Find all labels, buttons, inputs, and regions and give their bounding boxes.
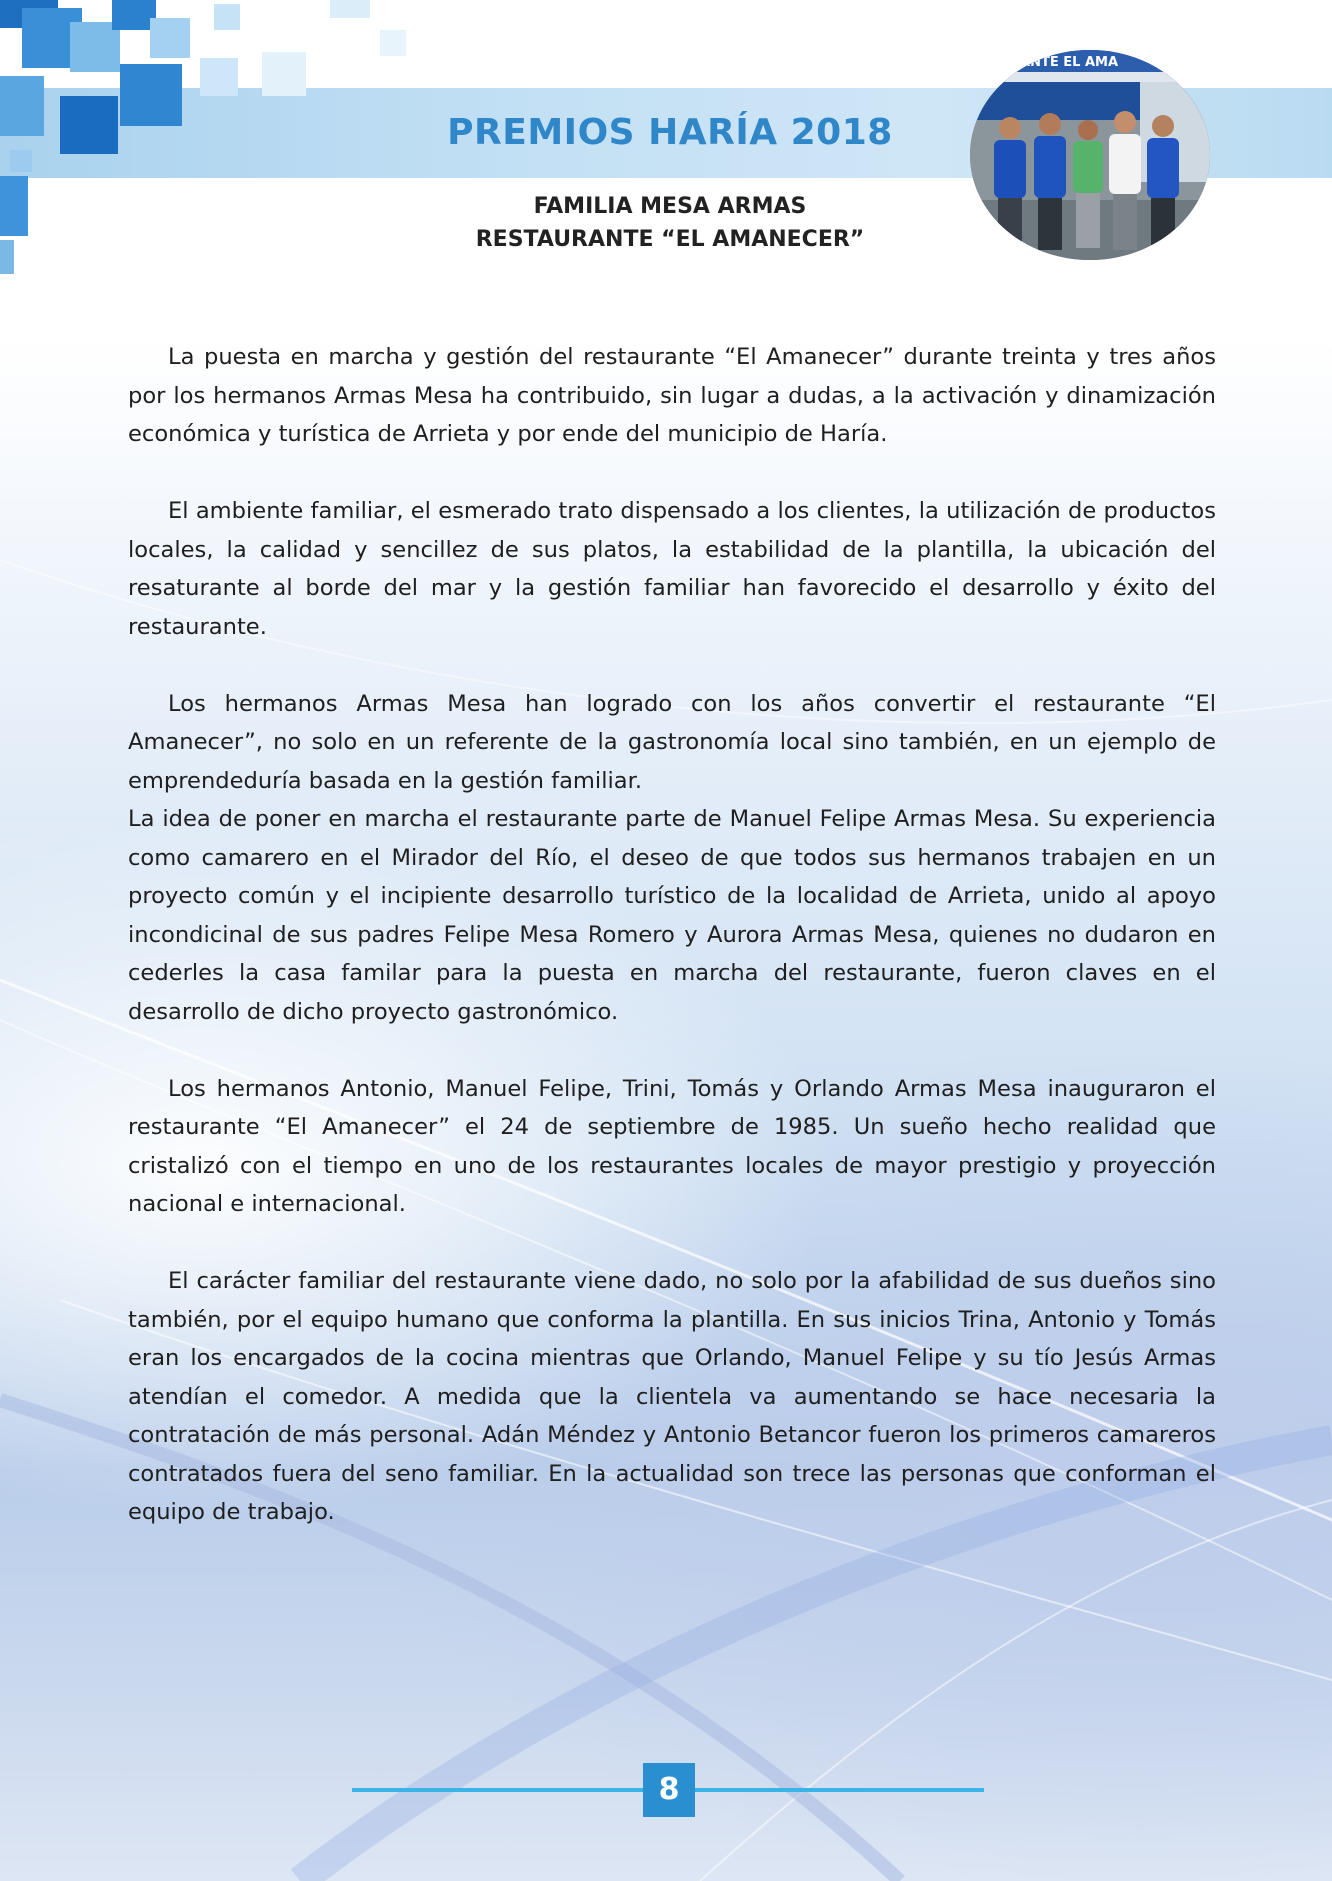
subtitle-family: FAMILIA MESA ARMAS xyxy=(533,194,807,219)
paragraph-2: El ambiente familiar, el esmerado trato dispensado a los clientes, la utilización de productos locales, la calidad y sencillez de sus platos, la estabilidad de la plantilla, la ubicación del resaturante al borde del mar y la gestión familiar han favorecido el desarrollo y éxito del restaurante. xyxy=(128,498,1216,640)
subtitle-restaurant: RESTAURANTE “EL AMANECER” xyxy=(475,227,865,252)
photo-sign-text: TAURANTE EL AMA xyxy=(982,55,1119,70)
page-title: PREMIOS HARÍA 2018 xyxy=(447,112,893,153)
family-photo xyxy=(970,50,1210,260)
paragraph-5: Los hermanos Antonio, Manuel Felipe, Trini, Tomás y Orlando Armas Mesa inauguraron el restaurante “El Amanecer” el 24 de septiembre de 1985. Un sueño hecho realidad que cristalizó con el tiempo en uno de los restaurantes locales de mayor prestigio y proyección nacional e internacional. xyxy=(128,1075,1216,1217)
subtitle xyxy=(400,190,940,256)
article-body xyxy=(128,338,1216,1532)
paragraph-1: La puesta en marcha y gestión del restaurante “El Amanecer” durante treinta y tres años por los hermanos Armas Mesa ha contribuido, sin lugar a dudas, a la activación y dinamización económica y turística de Arrieta y por ende del municipio de Haría. xyxy=(128,344,1216,447)
paragraph-4: La idea de poner en marcha el restaurante parte de Manuel Felipe Armas Mesa. Su experiencia como camarero en el Mirador del Río, el deseo de que todos sus hermanos trabajen en un proyecto común y el incipiente desarrollo turístico de la localidad de Arrieta, unido al apoyo incondicinal de sus padres Felipe Mesa Romero y Aurora Armas Mesa, quienes no dudaron en cederles la casa familar para la puesta en marcha del restaurante, fueron claves en el desarrollo de dicho proyecto gastronómico. xyxy=(128,806,1216,1025)
page-number: 8 xyxy=(643,1763,695,1817)
paragraph-3: Los hermanos Armas Mesa han logrado con los años convertir el restaurante “El Amanecer”, no solo en un referente de la gastronomía local sino también, en un ejemplo de emprendeduría basada en la gestión familiar. xyxy=(128,690,1216,794)
paragraph-6: El carácter familiar del restaurante viene dado, no solo por la afabilidad de sus dueños sino también, por el equipo humano que conforma la plantilla. En sus inicios Trina, Antonio y Tomás eran los encargados de la cocina mientras que Orlando, Manuel Felipe y su tío Jesús Armas atendían el comedor. A medida que la clientela va aumentando se hace necesaria la contratación de más personal. Adán Méndez y Antonio Betancor fueron los primeros camareros contratados fuera del seno familiar. En la actualidad son trece las personas que conforman el equipo de trabajo. xyxy=(128,1268,1216,1525)
